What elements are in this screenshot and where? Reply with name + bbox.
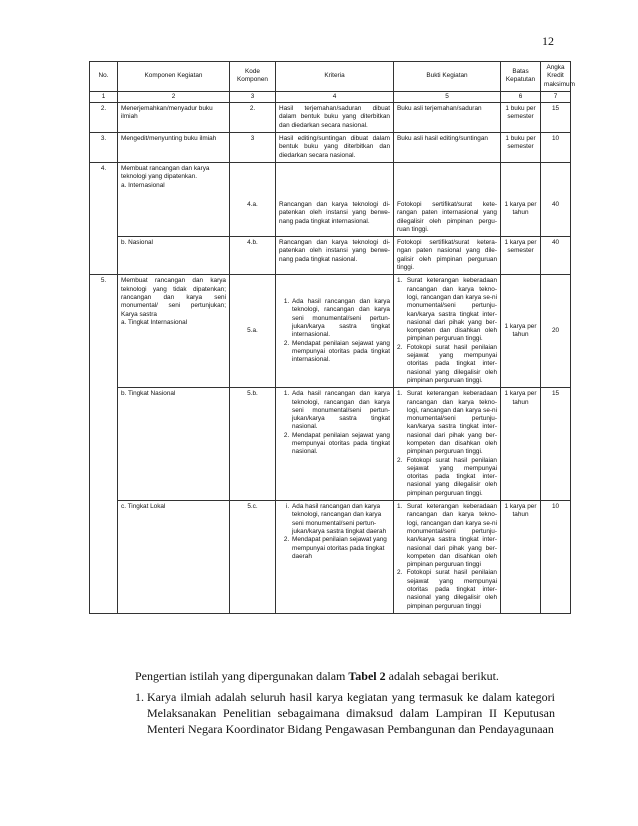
criteria-item: 2. Mendapat penilaian sejawat yang mempunyai otoritas pada tingkat internasional. bbox=[291, 340, 390, 365]
row-no-empty bbox=[90, 388, 118, 501]
row-kode: 4.b. bbox=[230, 237, 276, 275]
row-angka: 10 bbox=[541, 133, 571, 163]
row-bukti bbox=[394, 275, 501, 388]
row-angka: 15 bbox=[541, 103, 571, 133]
page-number: 12 bbox=[542, 34, 554, 48]
row-batas-text: 1 karya per tahun bbox=[504, 200, 537, 217]
criteria-item: 1. Ada hasil rancangan dan karya teknologi, rancangan dan karya seni monumental/seni pertun-jukan/karya sastra tingkat nasional. bbox=[291, 390, 390, 431]
row-komponen-sub: a. Tingkat Internasional bbox=[121, 318, 188, 326]
row-bukti bbox=[394, 162, 501, 236]
caption-before: Pengertian istilah yang dipergunakan dalam bbox=[135, 669, 349, 683]
row-kode-text: 4.a. bbox=[247, 200, 258, 208]
row-angka: 15 bbox=[541, 388, 571, 501]
row-no: 3. bbox=[90, 133, 118, 163]
row-kode: 3 bbox=[230, 133, 276, 163]
row-kriteria bbox=[276, 275, 394, 388]
row-kode: 5.c. bbox=[230, 501, 276, 614]
evidence-item: 2. Fotokopi surat hasil penilaian sejawat yang mempunyai otoritas pada tingkat inter-nasional yang dilegalisir oleh pimpinan perguruan tinggi. bbox=[397, 343, 497, 384]
row-bukti: Fotokopi sertifikat/surat ketera-ngan paten nasional yang dile-galisir oleh pimpinan perguruan tinggi. bbox=[394, 237, 501, 275]
table-header-row bbox=[90, 62, 571, 92]
row-komponen: c. Tingkat Lokal bbox=[118, 501, 230, 614]
row-komponen bbox=[118, 162, 230, 236]
row-komponen-sub: a. Internasional bbox=[121, 181, 165, 189]
row-kode: 2. bbox=[230, 103, 276, 133]
row-kriteria-text: Rancangan dan karya teknologi di-patenkan oleh instansi yang berwe-nang pada tingkat internasional. bbox=[279, 200, 390, 225]
column-number: 7 bbox=[541, 91, 571, 102]
row-komponen: b. Nasional bbox=[118, 237, 230, 275]
criteria-list bbox=[279, 298, 390, 364]
row-kode: 5.a. bbox=[230, 275, 276, 388]
criteria-list bbox=[279, 536, 390, 561]
header-batas: Batas Kepatutan bbox=[501, 62, 541, 92]
table-row bbox=[90, 162, 571, 236]
table-row bbox=[90, 388, 571, 501]
column-number: 5 bbox=[394, 91, 501, 102]
column-number: 2 bbox=[118, 91, 230, 102]
row-no: 5. bbox=[90, 275, 118, 388]
row-kriteria: Rancangan dan karya teknologi di-patenkan oleh instansi yang berwe-nang pada tingkat nasional. bbox=[276, 237, 394, 275]
row-batas bbox=[501, 162, 541, 236]
evidence-item: 1. Surat keterangan keberadaan rancangan dan karya tekno-logi, rancangan dan karya se-ni monumental/seni pertunju-kan/karya sastra tingkat inter-nasional dari pihak yang ber-kompeten dan disahkan oleh pimpinan perguruan tinggi. bbox=[397, 390, 497, 456]
row-kriteria bbox=[276, 388, 394, 501]
row-komponen-title: Membuat rancangan dan karya teknologi yang dipatenkan. bbox=[121, 164, 210, 181]
criteria-item: 2. Mendapat penilaian sejawat yang mempunyai otoritas pada tingkat daerah bbox=[291, 536, 390, 561]
caption-table-ref: Tabel 2 bbox=[348, 669, 386, 683]
row-batas: 1 karya per tahun bbox=[501, 275, 541, 388]
definition-item bbox=[135, 689, 555, 737]
row-kriteria bbox=[276, 162, 394, 236]
row-no: 4. bbox=[90, 162, 118, 236]
row-no-empty bbox=[90, 501, 118, 614]
row-batas: 1 buku per semester bbox=[501, 103, 541, 133]
row-no: 2. bbox=[90, 103, 118, 133]
column-number: 4 bbox=[276, 91, 394, 102]
header-kode: Kode Komponen bbox=[230, 62, 276, 92]
evidence-item: 2. Fotokopi surat hasil penilaian sejawat yang mempunyai otoritas pada tingkat inter-nasional yang dilegalisir oleh pimpinan perguruan tinggi bbox=[397, 569, 497, 610]
evidence-item: 1. Surat keterangan keberadaan rancangan dan karya tekno-logi, rancangan dan karya se-ni monumental/seni pertunju-kan/karya sastra tingkat inter-nasional dari pihak yang ber-kompeten dan disahkan oleh pimpinan perguruan tinggi. bbox=[397, 277, 497, 343]
row-kriteria bbox=[276, 501, 394, 614]
row-bukti bbox=[394, 388, 501, 501]
credit-table bbox=[89, 61, 575, 614]
row-angka: 20 bbox=[541, 275, 571, 388]
table-row bbox=[90, 501, 571, 614]
column-number-row bbox=[90, 91, 571, 102]
row-batas: 1 karya per tahun bbox=[501, 388, 541, 501]
row-komponen: Mengedit/menyunting buku ilmiah bbox=[118, 133, 230, 163]
row-batas: 1 buku per semester bbox=[501, 133, 541, 163]
table-row bbox=[90, 275, 571, 388]
row-bukti-text: Fotokopi sertifikat/surat kete-rangan paten internasional yang dilegalisir oleh pimpinan pergu-ruan tinggi. bbox=[397, 200, 497, 233]
row-komponen-title: Membuat rancangan dan karya teknologi yang tidak dipatenkan; rancangan dan karya seni monumental/ seni pertunjukan; Karya sastra bbox=[121, 277, 226, 318]
caption-after: adalah sebagai berikut. bbox=[385, 669, 499, 683]
table-row bbox=[90, 133, 571, 163]
criteria-list bbox=[279, 503, 390, 536]
table-caption bbox=[135, 668, 555, 684]
column-number: 6 bbox=[501, 91, 541, 102]
definition-number: 1. bbox=[135, 690, 144, 704]
criteria-item: 1. Ada hasil rancangan dan karya teknologi, rancangan dan karya seni monumental/seni pertun-jukan/karya sastra tingkat internasional. bbox=[291, 298, 390, 339]
header-kriteria: Kriteria bbox=[276, 62, 394, 92]
criteria-item: i. Ada hasil rancangan dan karya teknologi, rancangan dan karya seni monumental/seni pertun-jukan/karya sastra tingkat daerah bbox=[291, 503, 390, 536]
row-batas: 1 karya per semester bbox=[501, 237, 541, 275]
row-bukti: Buku asli hasil editing/suntingan bbox=[394, 133, 501, 163]
row-bukti bbox=[394, 501, 501, 614]
row-kriteria: Hasil editing/suntingan dibuat dalam bentuk buku yang diterbitkan dan diedarkan secara nasional. bbox=[276, 133, 394, 163]
row-bukti: Buku asli terjemahan/saduran bbox=[394, 103, 501, 133]
row-kode: 5.b. bbox=[230, 388, 276, 501]
row-angka-text: 40 bbox=[551, 200, 560, 208]
column-number: 3 bbox=[230, 91, 276, 102]
row-komponen: Menerjemahkan/menyadur buku ilmiah bbox=[118, 103, 230, 133]
row-angka: 10 bbox=[541, 501, 571, 614]
table-row bbox=[90, 237, 571, 275]
definition-text: Karya ilmiah adalah seluruh hasil karya kegiatan yang termasuk ke dalam kategori Melaksanakan Penelitian sebagaimana dimaksud dalam Lampiran II Keputusan Menteri Negara Koordinator Bidang Pengawasan Pembangunan dan Pendayagunaan bbox=[147, 690, 555, 736]
header-angka: Angka Kredit maksimum bbox=[541, 62, 571, 92]
header-komponen: Komponen Kegiatan bbox=[118, 62, 230, 92]
row-batas: 1 karya per tahun bbox=[501, 501, 541, 614]
row-kriteria: Hasil terjemahan/saduran dibuat dalam bentuk buku yang diterbitkan dan diedarkan secara nasional. bbox=[276, 103, 394, 133]
evidence-item: 1. Surat keterangan keberadaan rancangan dan karya tekno-logi, rancangan dan karya se-ni monumental/seni pertunju-kan/karya sastra tingkat inter-nasional dari pihak yang ber-kompeten dan disahkan oleh pimpinan perguruan tinggi bbox=[397, 503, 497, 569]
evidence-item: 2. Fotokopi surat hasil penilaian sejawat yang mempunyai otoritas pada tingkat inter-nasional yang dilegalisir oleh pimpinan perguruan tinggi. bbox=[397, 456, 497, 497]
row-angka bbox=[541, 162, 571, 236]
row-komponen: b. Tingkat Nasional bbox=[118, 388, 230, 501]
row-komponen bbox=[118, 275, 230, 388]
header-no: No. bbox=[90, 62, 118, 92]
row-kode bbox=[230, 162, 276, 236]
header-bukti: Bukti Kegiatan bbox=[394, 62, 501, 92]
row-no-empty bbox=[90, 237, 118, 275]
column-number: 1 bbox=[90, 91, 118, 102]
criteria-list bbox=[279, 390, 390, 456]
table-row bbox=[90, 103, 571, 133]
row-angka: 40 bbox=[541, 237, 571, 275]
criteria-item: 2. Mendapat penilaian sejawat yang mempunyai otoritas pada tingkat nasional. bbox=[291, 432, 390, 457]
